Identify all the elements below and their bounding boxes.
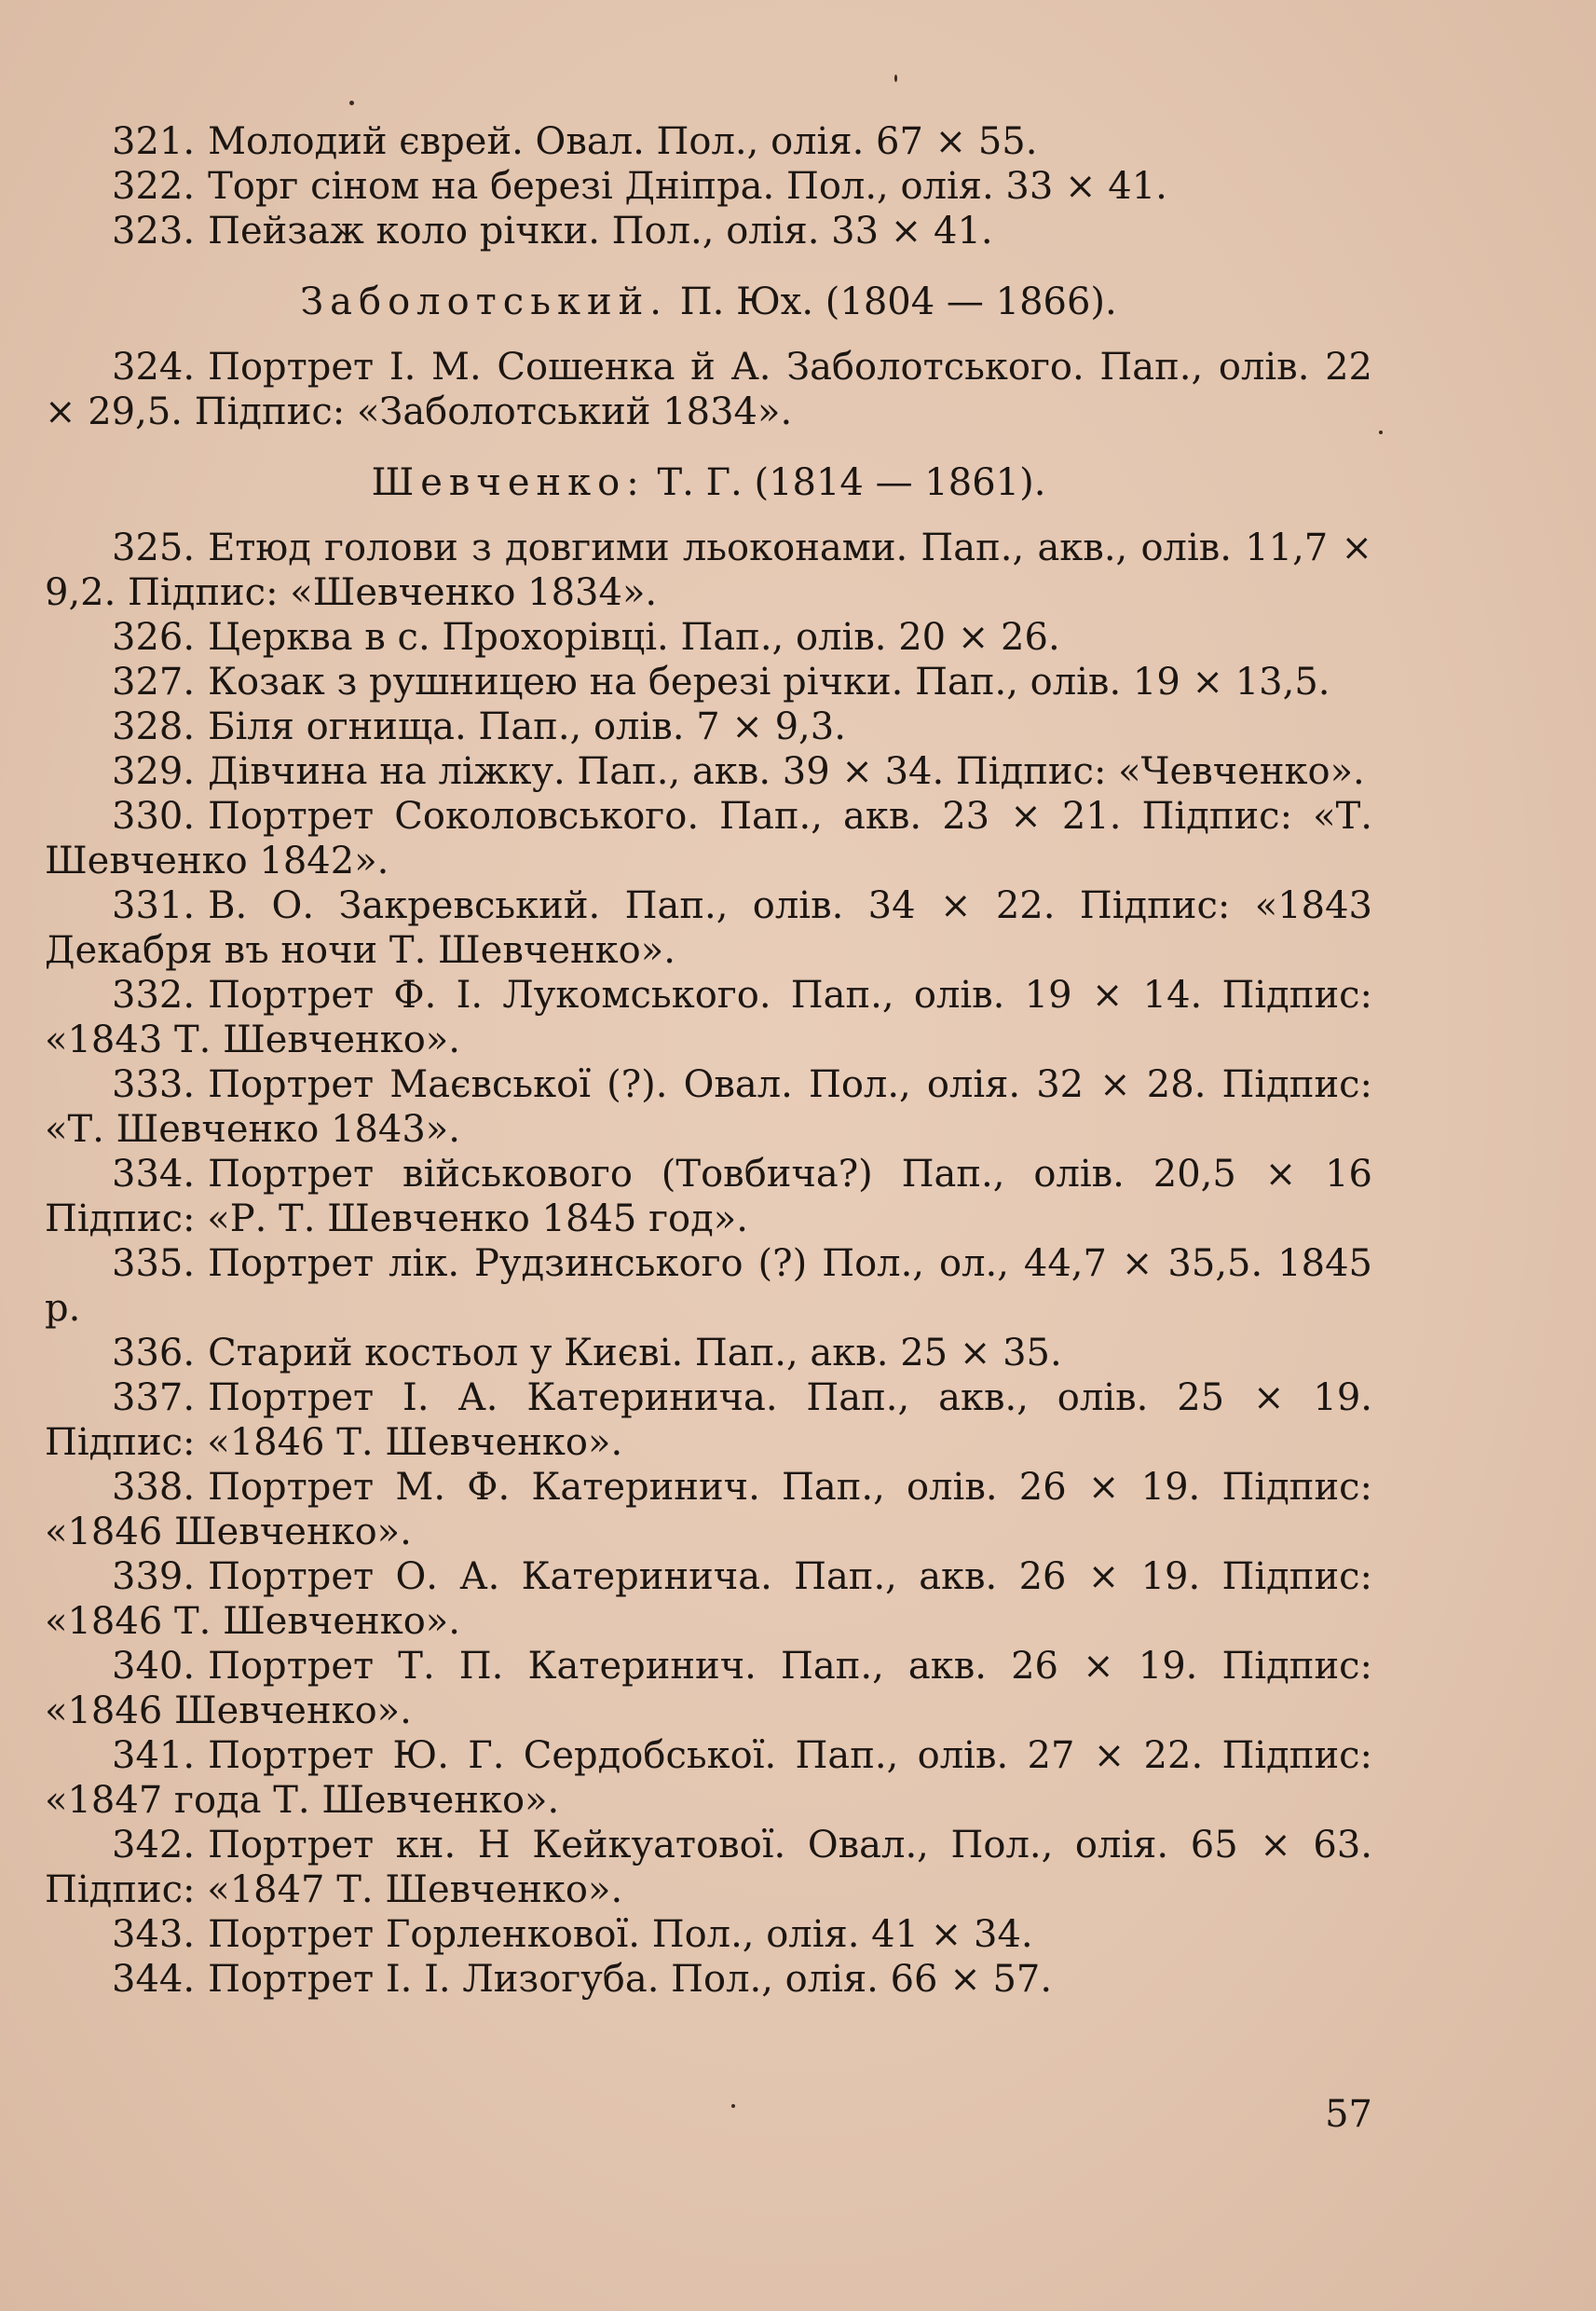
page-number: 57 [1325,2093,1372,2136]
catalog-entry [45,119,1372,164]
entry-text: Біля огнища. Пап., олів. 7 × 9,3. [208,705,846,748]
print-speck [1379,431,1383,434]
entry-text: Портрет І. А. Катеринича. Пап., акв., олів. 25 × 19. Підпис: «1846 Т. Шевченко». [45,1376,1372,1464]
entry-text: Старий костьол у Києві. Пап., акв. 25 × 35. [208,1332,1062,1374]
entry-text: Портрет М. Ф. Катеринич. Пап., олів. 26 × 19. Підпис: «1846 Шевченко». [45,1466,1372,1553]
catalog-entry [45,1912,1372,1957]
entry-number: 338. [112,1466,196,1509]
entry-text: Молодий єврей. Овал. Пол., олія. 67 × 55. [208,120,1038,163]
entry-text: Церква в с. Прохорівці. Пап., олів. 20 × 26. [208,616,1060,659]
artist-details: Т. Г. (1814 — 1861). [657,461,1046,504]
entry-number: 333. [112,1063,196,1106]
entry-number: 322. [112,165,196,208]
catalog-entry [45,1375,1372,1465]
entry-text: Портрет лік. Рудзинського (?) Пол., ол., 44,7 × 35,5. 1845 р. [45,1242,1372,1330]
catalog-entry [45,704,1372,749]
print-speck [349,101,354,105]
section-heading [45,280,1372,324]
entry-text: Портрет Ф. І. Лукомського. Пап., олів. 19 × 14. Підпис: «1843 Т. Шевченко». [45,974,1372,1061]
catalog-entry [45,749,1372,794]
catalog-entry [45,345,1372,434]
catalog-entry [45,1644,1372,1733]
entry-number: 339. [112,1555,196,1598]
entry-number: 340. [112,1645,196,1688]
entry-number: 335. [112,1242,196,1285]
entry-number: 341. [112,1734,196,1777]
entry-number: 323. [112,210,196,253]
catalog-entry [45,660,1372,704]
entry-number: 328. [112,705,196,748]
entry-number: 344. [112,1958,196,2001]
catalog-entry [45,1554,1372,1644]
catalog-entry [45,1733,1372,1823]
entry-text: Портрет кн. Н Кейкуатової. Овал., Пол., олія. 65 × 63. Підпис: «1847 Т. Шевченко». [45,1824,1372,1911]
entry-number: 321. [112,120,196,163]
catalog-entry [45,1465,1372,1554]
entry-text: Портрет військового (Товбича?) Пап., олів. 20,5 × 16 Підпис: «Р. Т. Шевченко 1845 год». [45,1153,1372,1240]
artist-name: Заболотський. [300,280,669,323]
entry-text: В. О. Закревський. Пап., олів. 34 × 22. Підпис: «1843 Декабря въ ночи Т. Шевченко». [45,884,1372,972]
catalog-entry [45,1331,1372,1375]
entry-number: 342. [112,1824,196,1867]
entry-text: Портрет О. А. Катеринича. Пап., акв. 26 × 19. Підпис: «1846 Т. Шевченко». [45,1555,1372,1643]
entry-text: Портрет Горленкової. Пол., олія. 41 × 34. [208,1913,1033,1956]
entry-number: 336. [112,1332,196,1374]
entry-text: Портрет Ю. Г. Сердобської. Пап., олів. 27 × 22. Підпис: «1847 года Т. Шевченко». [45,1734,1372,1822]
catalog-entry [45,209,1372,253]
entry-number: 331. [112,884,196,927]
entry-number: 329. [112,750,196,793]
entry-text: Торг сіном на березі Дніпра. Пол., олія. 33 × 41. [208,165,1167,208]
entry-text: Портрет І. М. Сошенка й А. Заболотського. Пап., олів. 22 × 29,5. Підпис: «Заболотський 1834». [45,346,1372,433]
entry-number: 327. [112,661,196,704]
entry-number: 330. [112,795,196,838]
catalog-entry [45,883,1372,973]
catalog-entry [45,615,1372,660]
entry-number: 324. [112,346,196,389]
entry-number: 343. [112,1913,196,1956]
entry-number: 326. [112,616,196,659]
entry-number: 334. [112,1153,196,1196]
entry-text: Портрет Маєвської (?). Овал. Пол., олія. 32 × 28. Підпис: «Т. Шевченко 1843». [45,1063,1372,1151]
catalog-text [45,119,1372,2002]
catalog-entry [45,1241,1372,1331]
entry-text: Портрет Т. П. Катеринич. Пап., акв. 26 × 19. Підпис: «1846 Шевченко». [45,1645,1372,1732]
catalog-entry [45,526,1372,615]
catalog-entry [45,794,1372,883]
catalog-entry [45,1957,1372,2002]
entry-text: Пейзаж коло річки. Пол., олія. 33 × 41. [208,210,993,253]
entry-text: Портрет Соколовського. Пап., акв. 23 × 21. Підпис: «Т. Шевченко 1842». [45,795,1372,882]
entry-text: Етюд голови з довгими льоконами. Пап., акв., олів. 11,7 × 9,2. Підпис: «Шевченко 1834». [45,526,1372,614]
entry-number: 337. [112,1376,196,1419]
print-speck [894,75,897,82]
entry-number: 325. [112,526,196,569]
catalog-entry [45,973,1372,1062]
entry-text: Козак з рушницею на березі річки. Пап., олів. 19 × 13,5. [208,661,1330,704]
print-speck [731,2104,735,2108]
entry-number: 332. [112,974,196,1017]
catalog-entry [45,1062,1372,1152]
artist-name: Шевченко: [371,461,646,504]
catalog-entry [45,1152,1372,1241]
entry-text: Портрет І. І. Лизогуба. Пол., олія. 66 × 57. [208,1958,1053,2001]
section-heading [45,460,1372,505]
catalog-entry [45,164,1372,209]
entry-text: Дівчина на ліжку. Пап., акв. 39 × 34. Підпис: «Чевченко». [208,750,1365,793]
catalog-entry [45,1823,1372,1912]
artist-details: П. Юх. (1804 — 1866). [679,280,1117,323]
